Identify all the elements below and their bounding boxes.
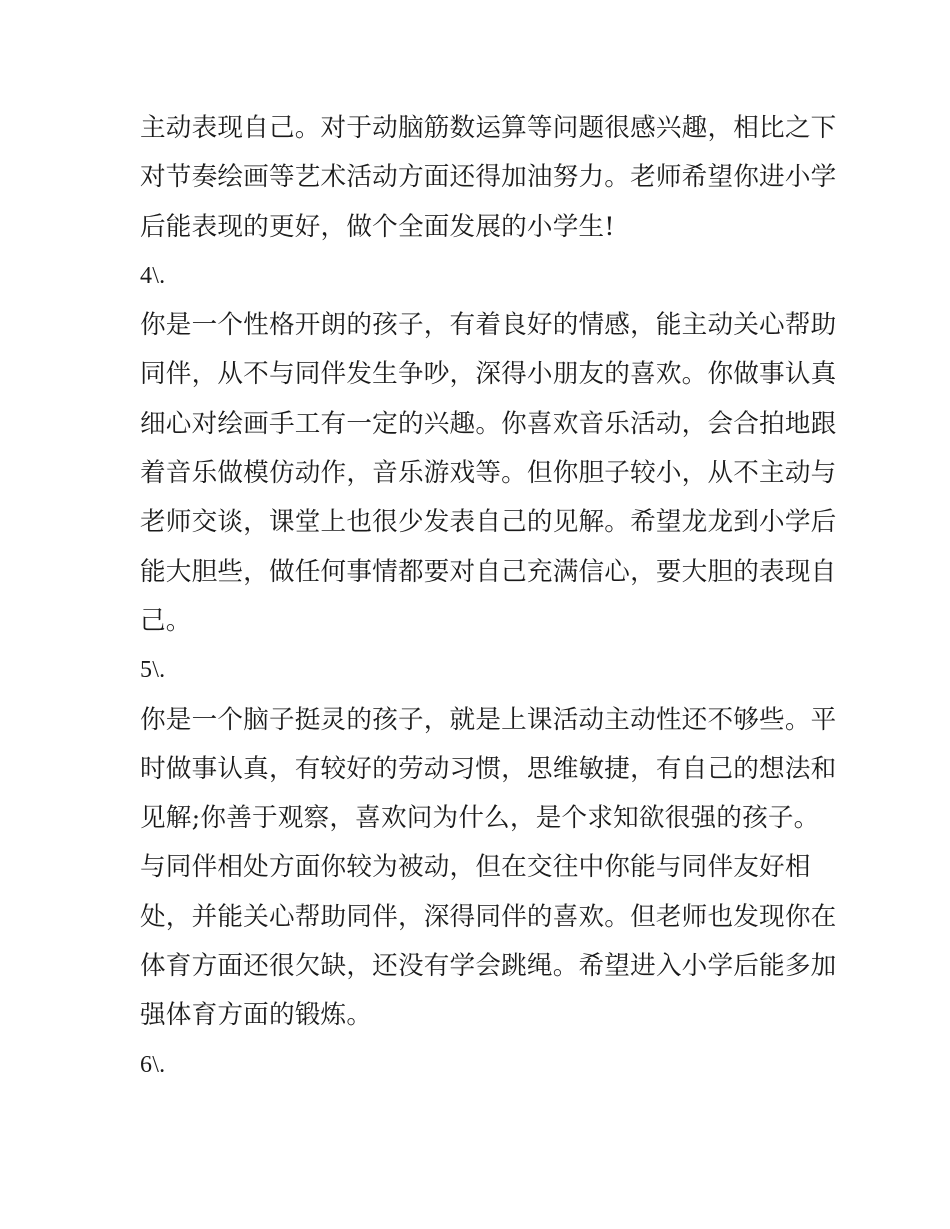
item-number-6: 6\. (140, 1051, 166, 1078)
item-number-4: 4\. (140, 262, 166, 289)
text-line-15: 见解;你善于观察，喜欢问为什么，是个求知欲很强的孩子。 (140, 803, 820, 834)
item-number-5: 5\. (140, 657, 166, 684)
document-body (140, 104, 837, 1090)
text-line-16: 与同伴相处方面你较为被动，但在交往中你能与同伴友好相 (140, 852, 811, 883)
text-line-18: 体育方面还很欠缺，还没有学会跳绳。希望进入小学后能多加 (140, 951, 837, 982)
text-line-5: 你是一个性格开朗的孩子，有着良好的情感，能主动关心帮助 (140, 310, 837, 341)
text-line-11: 己。 (140, 605, 192, 636)
text-line-1: 主动表现自己。对于动脑筋数运算等问题很感兴趣，相比之下 (140, 113, 837, 143)
text-line-14: 时做事认真，有较好的劳动习惯，思维敏捷，有自己的想法和 (140, 753, 837, 784)
text-line-9: 老师交谈，课堂上也很少发表自己的见解。希望龙龙到小学后 (140, 507, 837, 538)
text-line-19: 强体育方面的锻炼。 (140, 1000, 373, 1031)
text-line-10: 能大胆些，做任何事情都要对自己充满信心，要大胆的表现自 (140, 556, 837, 587)
text-line-2: 对节奏绘画等艺术活动方面还得加油努力。老师希望你进小学 (140, 162, 837, 193)
text-line-6: 同伴，从不与同伴发生争吵，深得小朋友的喜欢。你做事认真 (140, 359, 837, 390)
text-line-7: 细心对绘画手工有一定的兴趣。你喜欢音乐活动，会合拍地跟 (140, 408, 837, 439)
text-line-3: 后能表现的更好，做个全面发展的小学生! (140, 211, 615, 242)
text-line-17: 处，并能关心帮助同伴，深得同伴的喜欢。但老师也发现你在 (140, 901, 837, 932)
text-line-13: 你是一个脑子挺灵的孩子，就是上课活动主动性还不够些。平 (140, 704, 837, 735)
text-line-8: 着音乐做模仿动作，音乐游戏等。但你胆子较小，从不主动与 (140, 458, 837, 489)
